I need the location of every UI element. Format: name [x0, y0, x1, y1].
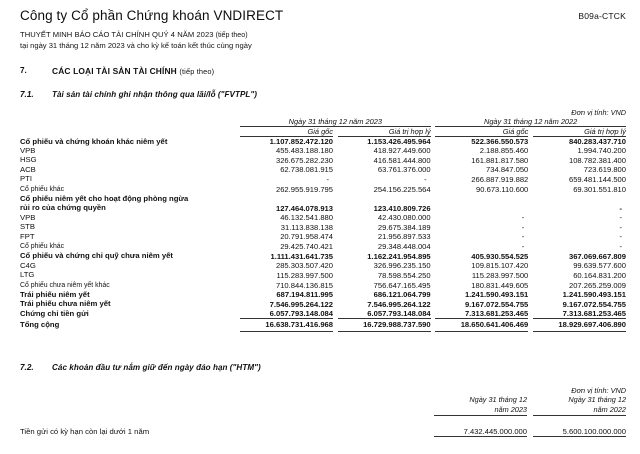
row-label: Cổ phiếu khác: [20, 185, 65, 193]
htm-period-2023-line1: Ngày 31 tháng 12: [469, 395, 527, 404]
htm-row-value-2023: 7.432.445.000.000: [434, 427, 527, 437]
row-value: 710.844.136.815: [275, 280, 333, 290]
htm-period-2023-line2: năm 2023: [494, 404, 527, 414]
table-row: [20, 232, 626, 241]
statement-subtitle: [20, 30, 626, 52]
total-row-label: Tổng cộng: [20, 320, 60, 330]
document-header: [20, 8, 626, 52]
row-value: 6.057.793.148.084: [367, 308, 431, 318]
sub-header-row: [20, 127, 626, 137]
row-label: Trái phiếu chưa niêm yết: [20, 299, 111, 309]
row-value: 29.675.384.189: [377, 222, 431, 232]
row-value: 99.639.577.600: [573, 261, 626, 271]
row-value: 326.675.282.230: [275, 155, 333, 165]
row-value: 90.673.110.600: [476, 184, 529, 194]
table-row: [20, 222, 626, 231]
col-header-fairvalue-2022: Giá trị hợp lý: [533, 127, 626, 137]
row-value: 659.481.144.500: [568, 174, 626, 184]
row-value: 63.761.376.000: [377, 165, 431, 175]
row-value: 254.156.225.564: [373, 184, 431, 194]
row-label: PTI: [20, 174, 32, 184]
row-value: -: [521, 242, 525, 252]
htm-table-body: [20, 415, 626, 436]
table-row: [20, 270, 626, 279]
total-row-value: 16.729.988.737.590: [338, 318, 431, 331]
row-label: STB: [20, 222, 35, 232]
col-header-cost-2022: Giá gốc: [435, 127, 528, 137]
row-value: 78.598.554.250: [377, 270, 431, 280]
row-label: Cổ phiếu và chứng khoán khác niêm yết: [20, 136, 168, 146]
row-value: 418.927.449.600: [373, 146, 431, 156]
row-value: 734.847.050: [486, 165, 529, 175]
row-value: 7.313.681.253.465: [562, 308, 626, 318]
total-row-value: 16.638.731.416.968: [240, 318, 333, 331]
row-value: 62.738.081.915: [280, 165, 333, 175]
htm-row-label: Tiền gửi có kỳ hạn còn lại dưới 1 năm: [20, 427, 150, 437]
row-value: 6.057.793.148.084: [269, 308, 333, 318]
row-value: 207.265.259.009: [568, 280, 626, 290]
htm-period-2022-line2: năm 2022: [593, 404, 626, 414]
section-7-1-number: 7.1.: [20, 90, 34, 99]
period-header-row: [20, 117, 626, 127]
table-row: [20, 261, 626, 270]
section-7-2-number: 7.2.: [20, 363, 34, 372]
table-row: [20, 299, 626, 308]
row-label: LTG: [20, 270, 35, 280]
row-value: 1.241.590.493.151: [562, 290, 626, 300]
row-value: 115.283.997.500: [276, 270, 333, 280]
col-header-cost-2023: Giá gốc: [240, 127, 333, 137]
row-label: Cổ phiếu và chứng chỉ quỹ chưa niêm yết: [20, 251, 173, 261]
row-value: 367.069.667.809: [568, 251, 626, 261]
total-row-value: 18.929.697.406.890: [533, 318, 626, 331]
period-header-2022: Ngày 31 tháng 12 năm 2022: [435, 117, 626, 127]
statement-title-continued: (tiếp theo): [215, 31, 248, 39]
row-value: 2.188.855.460: [479, 146, 529, 156]
row-value: 723.619.800: [583, 165, 626, 175]
table-row: [20, 309, 626, 319]
row-label: Cổ phiếu chưa niêm yết khác: [20, 281, 110, 289]
table-row: [20, 427, 626, 437]
table-row: [20, 213, 626, 222]
row-value: -: [521, 231, 525, 241]
table-row: [20, 280, 626, 290]
htm-period-header-row: [20, 395, 626, 415]
col-header-fairvalue-2023: Giá trị hợp lý: [338, 127, 431, 137]
row-value: 266.887.919.882: [471, 174, 529, 184]
section-7-2-title: Các khoản đầu tư nắm giữ đến ngày đáo hạn ("HTM"): [52, 363, 261, 372]
table-row: [20, 155, 626, 164]
row-value: 46.132.541.880: [280, 213, 333, 223]
row-label: C4G: [20, 260, 36, 270]
table-row: [20, 174, 626, 183]
row-value: 416.581.444.800: [373, 155, 431, 165]
row-value: 127.464.078.913: [275, 203, 333, 213]
htm-unit-row: [20, 386, 626, 395]
htm-period-header-2022: [533, 395, 626, 415]
table-row: [20, 146, 626, 155]
section-7-1-title: Tài sản tài chính ghi nhận thông qua lãi/lỗ ("FVTPL"): [52, 90, 258, 99]
row-value: 1.153.426.495.964: [367, 137, 431, 146]
section-7-number: 7.: [20, 66, 27, 75]
row-value: 123.410.809.726: [373, 203, 431, 213]
row-value: 7.546.995.264.122: [269, 299, 333, 309]
row-value: 1.162.241.954.895: [367, 251, 431, 261]
section-7: [20, 66, 626, 76]
row-value: 405.930.554.525: [471, 251, 529, 261]
fvtpl-table: [20, 108, 626, 332]
statement-date-line: tại ngày 31 tháng 12 năm 2023 và cho kỳ kế toán kết thúc cùng ngày: [20, 40, 252, 50]
row-value: 326.996.235.150: [373, 261, 431, 271]
section-7-title-continued: (tiếp theo): [179, 67, 215, 76]
row-value: -: [326, 174, 329, 184]
form-code: B09a-CTCK: [578, 11, 626, 21]
row-value: 840.283.437.710: [568, 137, 626, 146]
htm-period-header-2023: [434, 395, 527, 415]
table-row: [20, 165, 626, 174]
row-value: 29.425.740.421: [280, 242, 333, 252]
table-row: [20, 251, 626, 260]
company-name: Công ty Cổ phần Chứng khoán VNDIRECT: [20, 8, 284, 23]
fvtpl-table-body: [20, 137, 626, 332]
table-row: [20, 137, 626, 147]
row-value: [435, 194, 528, 213]
fvtpl-unit-label: Đơn vị tính: VND: [571, 108, 626, 117]
section-7-title-row: [52, 66, 626, 76]
row-label: FPT: [20, 231, 35, 241]
row-value: -: [521, 222, 525, 232]
row-label: Cổ phiếu khác: [20, 242, 65, 250]
row-value: -: [619, 203, 622, 213]
row-value: 7.313.681.253.465: [464, 308, 529, 318]
section-7-title: CÁC LOẠI TÀI SẢN TÀI CHÍNH: [52, 66, 177, 76]
table-row: [20, 194, 626, 213]
htm-row-value-2022: 5.600.100.000.000: [533, 427, 626, 437]
htm-unit-label: Đơn vị tính: VND: [571, 386, 626, 395]
row-value: -: [521, 213, 525, 223]
row-value: 21.956.897.533: [377, 231, 431, 241]
row-value: 686.121.064.799: [373, 290, 431, 300]
row-value: 20.791.958.474: [280, 231, 333, 241]
row-value: 69.301.551.810: [573, 184, 626, 194]
row-value: 756.647.165.495: [373, 280, 431, 290]
unit-row: [20, 108, 626, 117]
row-value: 1.111.431.641.735: [270, 251, 333, 261]
row-value: 108.782.381.400: [568, 155, 626, 165]
row-value: 285.303.507.420: [275, 261, 333, 271]
row-value: 262.955.919.795: [275, 184, 333, 194]
section-7-2: [20, 363, 626, 372]
row-value: -: [424, 174, 427, 184]
table-row: [20, 290, 626, 299]
row-label: VPB: [20, 212, 36, 222]
row-value: 60.164.831.200: [573, 270, 626, 280]
row-value: 115.283.997.500: [471, 270, 529, 280]
row-label: Trái phiếu niêm yết: [20, 289, 90, 299]
row-value: 42.430.080.000: [377, 213, 431, 223]
row-value: 1.107.852.472.120: [269, 137, 333, 146]
row-value: 9.167.072.554.755: [562, 299, 626, 309]
row-label: HSG: [20, 155, 37, 165]
statement-title: THUYẾT MINH BÁO CÁO TÀI CHÍNH QUÝ 4 NĂM 2023: [20, 30, 214, 39]
htm-table-head: [20, 386, 626, 415]
row-value: 7.546.995.264.122: [367, 299, 431, 309]
row-value: 161.881.817.580: [471, 155, 529, 165]
section-7-1: [20, 90, 626, 99]
row-value: 9.167.072.554.755: [464, 299, 529, 309]
row-value: 180.831.449.605: [471, 280, 529, 290]
row-value: 109.815.107.420: [471, 261, 529, 271]
row-value: 1.241.590.493.151: [464, 290, 529, 300]
htm-spacer-row: [20, 415, 626, 427]
row-label: VPB: [20, 146, 36, 155]
row-value: -: [619, 231, 622, 241]
row-value: 687.194.811.995: [276, 290, 333, 300]
row-value: -: [619, 213, 622, 223]
row-value: -: [619, 222, 622, 232]
period-header-2023: Ngày 31 tháng 12 năm 2023: [240, 117, 431, 127]
fvtpl-table-head: [20, 108, 626, 137]
table-total-row: [20, 318, 626, 331]
table-row: [20, 184, 626, 194]
row-value: 455.483.188.180: [275, 146, 333, 156]
row-value: -: [619, 242, 622, 252]
table-row: [20, 241, 626, 251]
row-label: ACB: [20, 164, 36, 174]
total-row-value: 18.650.641.406.469: [435, 318, 528, 331]
row-value: 522.366.550.573: [471, 137, 529, 146]
row-label: Chứng chỉ tiền gửi: [20, 308, 89, 318]
htm-period-2022-line1: Ngày 31 tháng 12: [568, 395, 626, 404]
row-value: 31.113.838.138: [280, 222, 333, 232]
row-label: Cổ phiếu niêm yết cho hoạt động phòng ngừa rủi ro của chứng quyền: [20, 193, 189, 213]
htm-table: [20, 386, 626, 437]
row-value: 1.994.740.200: [577, 146, 626, 156]
row-value: 29.348.448.004: [377, 242, 431, 252]
